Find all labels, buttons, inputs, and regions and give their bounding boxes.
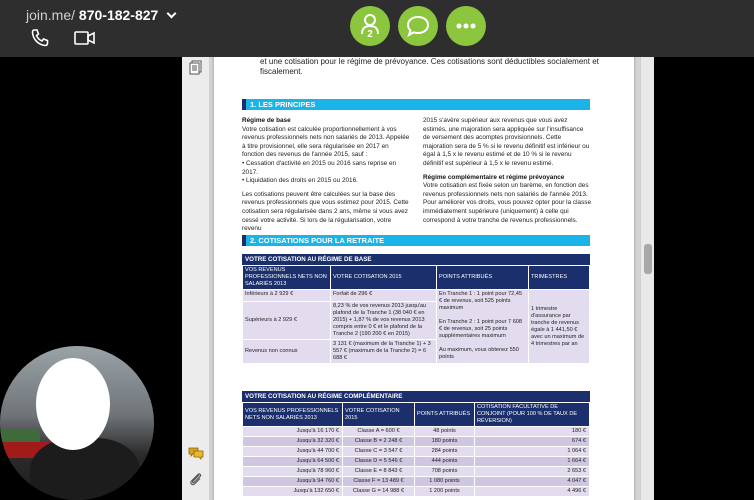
comp-table-row bbox=[243, 477, 590, 487]
comp-table-row bbox=[243, 487, 590, 497]
right-paragraph-1: 2015 s'avère supérieur aux revenus que vous avez estimés, une majoration sera appliquée sur l'insuffisance de versement des acomptes provisionnels. Cette majoration sera de 5 % si le revenu définitif est inférieur ou égal à 1,5 x le revenu estimé et de 10 % si le revenu définitif est supérieur à 1,5 x le revenu estimé. bbox=[423, 117, 590, 167]
bullet-1: • Cessation d'activité en 2015 ou 2016 sans reprise en 2017. bbox=[242, 159, 397, 176]
left-paragraph-1: Votre cotisation est calculée proportionnellement à vos revenus professionnels nets non salariés de 2013. Appelée à titre provisionnel, elle sera régularisée en 2017 en fonction des revenus de l'année 2015, sauf : bbox=[242, 125, 410, 159]
comp-cell-points: 444 points bbox=[415, 457, 475, 467]
webcam-background-detail bbox=[0, 430, 40, 442]
webcam-video-bubble[interactable] bbox=[0, 346, 154, 500]
comp-cell-cotisation: Classe E = 8 843 € bbox=[343, 467, 415, 477]
comp-cell-conjoint: 2 653 € bbox=[475, 467, 590, 477]
comp-table-body bbox=[243, 427, 590, 497]
comp-cell-conjoint: 4 047 € bbox=[475, 477, 590, 487]
left-column bbox=[242, 117, 412, 234]
comment-icon[interactable] bbox=[188, 445, 204, 461]
comp-cell-points: 1 080 points bbox=[415, 477, 475, 487]
base-row3-cotisation: 3 131 € (maximum de la Tranche 1) + 3 557 € (maximum de la Tranche 2) = 6 688 € bbox=[331, 340, 437, 364]
comp-cell-cotisation: Classe C = 3 547 € bbox=[343, 447, 415, 457]
base-row2-cotisation: 8,23 % de vos revenus 2013 jusqu'au plafond de la Tranche 1 (38 040 € en 2015) + 1,87 % de vos revenus 2013 compris entre 0 € et le plafond de la Tranche 2 (190 200 € en 2015) bbox=[331, 302, 437, 340]
comp-cell-revenus: Jusqu'à 32 320 € bbox=[243, 437, 343, 447]
right-column bbox=[423, 117, 591, 225]
comp-table-row bbox=[243, 447, 590, 457]
meeting-id-dropdown[interactable] bbox=[26, 7, 175, 23]
comp-cell-conjoint: 1 664 € bbox=[475, 457, 590, 467]
more-dots-icon bbox=[446, 6, 486, 46]
comp-cell-conjoint: 1 064 € bbox=[475, 447, 590, 457]
comp-table-row bbox=[243, 457, 590, 467]
comp-cell-points: 708 points bbox=[415, 467, 475, 477]
comp-table-row bbox=[243, 467, 590, 477]
base-header-trimestres: TRIMESTRES bbox=[529, 266, 590, 290]
comp-table-row bbox=[243, 427, 590, 437]
base-row3-revenus: Revenus non connus bbox=[243, 340, 331, 364]
vertical-scrollbar[interactable] bbox=[640, 57, 654, 500]
left-paragraph-2: Les cotisations peuvent être calculées sur la base des revenus professionnels que vous estimez pour 2015. Cette cotisation sera régularisée dans 2 ans, même si vous avez cessé votre activité. Si lors de la régularisation, votre revenu bbox=[242, 190, 409, 233]
intro-text: et une cotisation pour le régime de prévoyance. Ces cotisations sont déductibles socialement et fiscalement. bbox=[260, 57, 599, 76]
comp-cell-conjoint: 180 € bbox=[475, 427, 590, 437]
comp-cell-conjoint: 4 496 € bbox=[475, 487, 590, 497]
comp-cell-revenus: Jusqu'à 132 650 € bbox=[243, 487, 343, 497]
document-side-toolbar bbox=[182, 57, 210, 500]
document-page bbox=[214, 57, 634, 500]
chevron-down-icon bbox=[167, 9, 177, 19]
comp-cell-points: 48 points bbox=[415, 427, 475, 437]
comp-cell-cotisation: Classe G = 14 988 € bbox=[343, 487, 415, 497]
comp-cell-points: 284 points bbox=[415, 447, 475, 457]
comp-cell-points: 180 points bbox=[415, 437, 475, 447]
video-camera-icon[interactable] bbox=[74, 30, 96, 46]
comp-cell-conjoint: 674 € bbox=[475, 437, 590, 447]
pages-icon[interactable] bbox=[188, 60, 204, 76]
base-table bbox=[242, 265, 590, 364]
chat-button[interactable] bbox=[398, 6, 438, 46]
comp-cell-revenus: Jusqu'à 78 960 € bbox=[243, 467, 343, 477]
base-row1-revenus: Inférieurs à 2 929 € bbox=[243, 290, 331, 302]
comp-cell-revenus: Jusqu'à 44 700 € bbox=[243, 447, 343, 457]
right-black-area bbox=[654, 57, 754, 500]
base-header-points: POINTS ATTRIBUÉS bbox=[437, 266, 529, 290]
base-trimestres-cell: 1 trimestre d'assurance par tranche de revenus égale à 1 441,50 € avec un maximum de 4 trimestres par an bbox=[529, 290, 590, 364]
comp-cell-cotisation: Classe D = 5 546 € bbox=[343, 457, 415, 467]
comp-header-revenus: VOS REVENUS PROFESSIONNELS NETS NON SALARIÉS 2013 bbox=[243, 403, 343, 427]
base-table-title: VOTRE COTISATION AU RÉGIME DE BASE bbox=[242, 254, 590, 265]
section-2-heading: 2. COTISATIONS POUR LA RETRAITE bbox=[242, 235, 590, 246]
comp-cell-cotisation: Classe A = 600 € bbox=[343, 427, 415, 437]
comp-header-cotisation: VOTRE COTISATION 2015 bbox=[343, 403, 415, 427]
comp-cell-cotisation: Classe B = 2 248 € bbox=[343, 437, 415, 447]
base-row2-revenus: Supérieurs à 2 929 € bbox=[243, 302, 331, 340]
comp-cell-revenus: Jusqu'à 64 500 € bbox=[243, 457, 343, 467]
comp-table bbox=[242, 402, 590, 497]
meeting-prefix: join.me/ bbox=[26, 7, 76, 23]
base-header-cotisation: VOTRE COTISATION 2015 bbox=[331, 266, 437, 290]
document-viewer[interactable] bbox=[210, 57, 640, 500]
base-header-revenus: VOS REVENUS PROFESSIONNELS NETS NON SALARIÉS 2013 bbox=[243, 266, 331, 290]
comp-table-row bbox=[243, 437, 590, 447]
base-row1-cotisation: Forfait de 296 € bbox=[331, 290, 437, 302]
people-icon bbox=[350, 6, 390, 46]
base-points-cell: En Tranche 1 : 1 point pour 72,45 € de revenus, soit 525 points maximum En Tranche 2 : 1 point pour 7 608 € de revenus, soit 25 points supplémentaires maximum Au maximum, vous obtenez 550 points bbox=[437, 290, 529, 364]
comp-cell-points: 1 200 points bbox=[415, 487, 475, 497]
comp-cell-cotisation: Classe F = 13 489 € bbox=[343, 477, 415, 487]
base-regime-heading: Régime de base bbox=[242, 117, 291, 124]
chat-icon bbox=[398, 6, 438, 46]
meeting-number: 870-182-827 bbox=[78, 7, 159, 23]
section-1-heading: 1. LES PRINCIPES bbox=[242, 99, 590, 110]
comp-cell-revenus: Jusqu'à 94 760 € bbox=[243, 477, 343, 487]
attachment-icon[interactable] bbox=[188, 471, 204, 487]
scrollbar-thumb[interactable] bbox=[644, 244, 652, 274]
participants-count: 2 bbox=[367, 29, 373, 40]
comp-header-points: POINTS ATTRIBUÉS bbox=[415, 403, 475, 427]
participants-button[interactable] bbox=[350, 6, 390, 46]
comp-cell-revenus: Jusqu'à 16 170 € bbox=[243, 427, 343, 437]
right-paragraph-2: Votre cotisation est fixée selon un barème, en fonction des revenus professionnels nets non salariés de l'année 2013. Pour améliorer vos droits, vous pouvez opter pour la classe immédiatement supérieure (uniquement) à celle qui correspond à votre tranche de revenus professionnels. bbox=[423, 182, 592, 224]
comp-header-conjoint: COTISATION FACULTATIVE DE CONJOINT (POUR 100 % DE TAUX DE RÉVERSION) bbox=[475, 403, 590, 427]
top-bar bbox=[0, 0, 754, 57]
phone-icon[interactable] bbox=[30, 28, 50, 48]
webcam-face-mask bbox=[36, 358, 110, 450]
bullet-2: • Liquidation des droits en 2015 ou 2016. bbox=[242, 177, 358, 185]
comp-regime-heading: Régime complémentaire et régime prévoyance bbox=[423, 173, 565, 181]
comp-table-title: VOTRE COTISATION AU RÉGIME COMPLÉMENTAIRE bbox=[242, 391, 590, 402]
more-options-button[interactable] bbox=[446, 6, 486, 46]
